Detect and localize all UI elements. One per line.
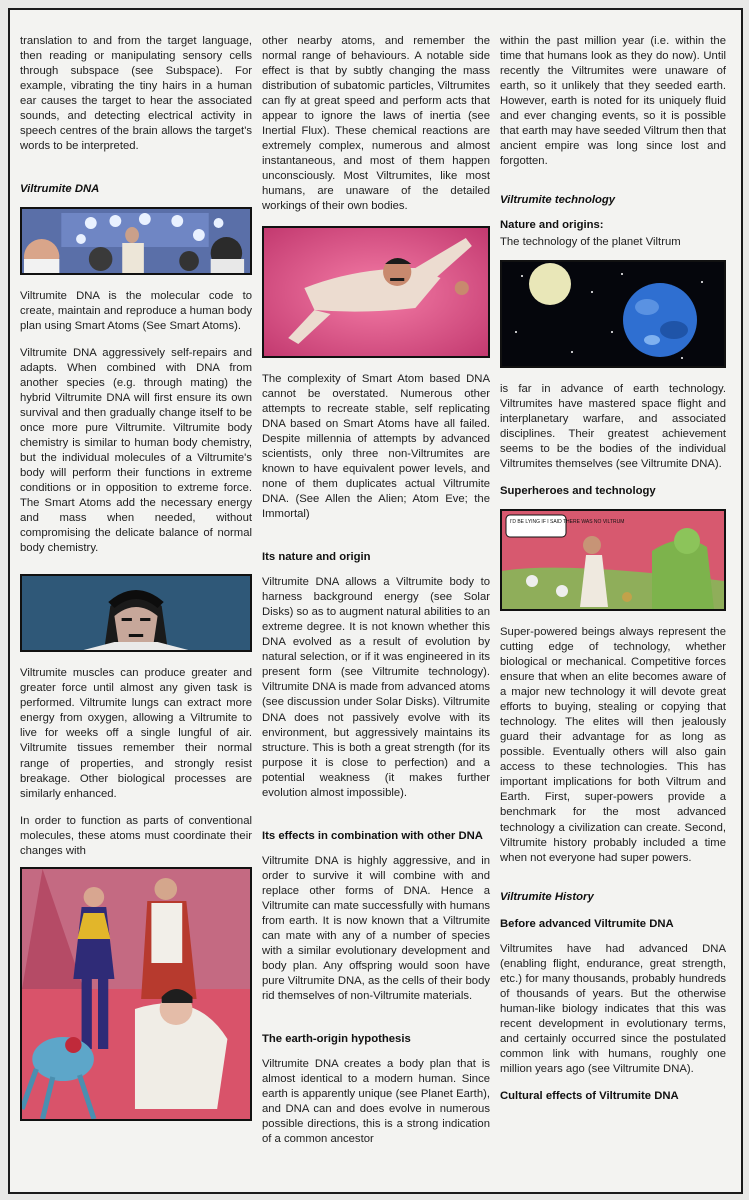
paragraph-dna-definition: Viltrumite DNA is the molecular code to create, maintain and reproduce a human body plan using Smart Atoms (See Smart Atoms). bbox=[20, 290, 252, 333]
speech-bubble-text: I'D BE LYING IF I SAID THERE WAS NO VILTRUM bbox=[510, 519, 625, 526]
paragraph-tech-intro: The technology of the planet Viltrum bbox=[500, 236, 681, 249]
heading-earth-origin: The earth-origin hypothesis bbox=[262, 1032, 411, 1045]
heading-viltrumite-history: Viltrumite History bbox=[500, 890, 594, 903]
paragraph-translation: translation to and from the target language, then reading or manipulating sensory cells through subspace (see Subspace). For example, vibrating the tiny hairs in a human ear causes the target to hear the associated sounds, and detecting electrical activity in speech centres of the brain allows the target's words to be interpreted. bbox=[20, 35, 252, 153]
flying-man-panel bbox=[262, 226, 490, 358]
paragraph-nature: Viltrumite DNA allows a Viltrumite body to harness background energy (see Solar Disks) so as to augment natural abilities to an extreme degree. It is not known whether this DNA evolved as a result of evolution by natural selection, or if it was engineered in its present form (see Viltrumite technology). Viltrumite DNA is made from advanced atoms (see discussion under Solar Disks). Viltrumite DNA does not passively evolve with its environment, but aggressively maintains its structure. This is both a great strength (for its purpose it is close to perfection) and a potential weakness (it makes further evolution almost impossible). bbox=[262, 576, 490, 799]
paragraph-million-year: within the past million year (i.e. within the time that humans look as they do now). Until recently the Viltrumites were unaware of earth, so it unlikely that they seeded earth. However, earth is noted for its uniquely fluid and ever changing events, so it is possible that earth may have seeded Viltrum then that ancient empire was long since lost and forgotten. bbox=[500, 35, 726, 168]
heading-viltrumite-dna: Viltrumite DNA bbox=[20, 183, 100, 196]
paragraph-order: In order to function as parts of conventional molecules, these atoms must coordinate their changes with bbox=[20, 814, 252, 857]
column-3 bbox=[500, 34, 726, 1114]
portrait-panel bbox=[20, 574, 252, 652]
lab-scientists-panel bbox=[20, 207, 252, 275]
heading-viltrumite-technology: Viltrumite technology bbox=[500, 194, 616, 207]
encyclopedia-page bbox=[8, 8, 743, 1194]
superheroes-panel bbox=[500, 509, 726, 611]
heading-before-advanced-dna: Before advanced Viltrumite DNA bbox=[500, 917, 674, 930]
family-panel bbox=[20, 867, 252, 1121]
paragraph-complexity: The complexity of Smart Atom based DNA cannot be overstated. Numerous other attempts to recreate stable, self replicating DNA based on Smart Atoms have all failed. Despite millennia of attempts by advanced scientists, only three non-Viltrumites are known to have equivalent power levels, and none of them duplicates actual Viltrumite DNA. (See Allen the Alien; Atom Eve; the Immortal) bbox=[262, 373, 490, 521]
heading-superheroes-technology: Superheroes and technology bbox=[500, 485, 656, 498]
paragraph-dna-self-repairs: Viltrumite DNA aggressively self-repairs and adapts. When combined with DNA from another species (e.g. through mating) the hybrid Viltrumite DNA will first ensure its own survival and then gradually change itself to be once more pure Viltrumite. Viltrumite body chemistry is similar to human body chemistry, but the individual molecules of a Viltrumite's body will perform their functions in extreme conditions or in opposition to extreme force. The Smart Atoms add the necessary energy and mass when needed, without compromising the delicate balance of normal body chemistry. bbox=[20, 347, 252, 555]
heading-cultural-effects: Cultural effects of Viltrumite DNA bbox=[500, 1089, 679, 1102]
paragraph-earth-origin: Viltrumite DNA creates a body plan that is almost identical to a modern human. Since earth is apparently unique (see Planet Earth), and DNA can and does evolve in numerous possible directions, this is a strong indication of a common ancestor bbox=[262, 1057, 490, 1145]
heading-nature-origins: Nature and origins: bbox=[500, 219, 604, 232]
paragraph-tech-advance: is far in advance of earth technology. Viltrumites have mastered space flight and interplanetary warfare, and associated disciplines. Their greatest achievement seems to be the bodies of the individual Viltrumites themselves (see Viltrumite DNA). bbox=[500, 383, 726, 471]
space-planets-panel bbox=[500, 260, 726, 368]
paragraph-muscles: Viltrumite muscles can produce greater and greater force until almost any given task is performed. Viltrumite lungs can extract more energy from oxygen, allowing a Viltrumite to live for weeks off a single lungful of air. Viltrumite tissues remember their normal range of properties, and strongly resist breakage. Other biological processes are similarly enhanced. bbox=[20, 667, 252, 800]
paragraph-effects: Viltrumite DNA is highly aggressive, and in order to survive it will combine with and replace other forms of DNA. Hence a Viltrumite can mate successfully with humans from earth. It is now known that a Viltrumite can mate with any of a number of species with a similar evolutionary development and body plan. Any offspring would soon have pure Viltrumite DNA, as the cells of their body rid themselves of non-Viltrumite materials. bbox=[262, 854, 490, 1002]
paragraph-before: Viltrumites have had advanced DNA (enabling flight, endurance, great strength, etc.) for many thousands, probably hundreds of thousands of years. But the otherwise human-like biology indicates that this was recent development in evolutionary terms, and certainly occurred since the postulated common link with humans, roughly one million years ago (see Viltrumite DNA). bbox=[500, 942, 726, 1075]
column-2 bbox=[262, 34, 490, 1159]
heading-nature-origin: Its nature and origin bbox=[262, 551, 371, 564]
paragraph-nearby-atoms: other nearby atoms, and remember the normal range of behaviours. A notable side effect is that by subtly changing the mass distribution of subatomic particles, Viltrumites can fly at great speed and perform acts that appear to ignore the laws of inertia (see Inertial Flux). These chemical reactions are extremely complex, numerous and almost instantaneous, and most of them happen unconsciously. Most Viltrumites, like most humans, are unaware of the detailed workings of their own bodies. bbox=[262, 35, 490, 213]
heading-effects-combination: Its effects in combination with other DNA bbox=[262, 829, 483, 842]
column-1 bbox=[20, 34, 252, 1135]
paragraph-superpowered: Super-powered beings always represent the cutting edge of technology, whether biological or mechanical. Competitive forces ensure that when an elite becomes aware of a major new technology it will devote great efforts to buying, stealing or copying that technology. The elites will then jealously guard their advantage for as long as possible. Eventually others will also gain access to these technologies. This has important implications for both Viltrum and Earth. First, super-powers provide a benchmark for the most advanced technology a civilization can create. Second, Viltrumite history probably included a time when not everyone had super powers. bbox=[500, 626, 726, 864]
